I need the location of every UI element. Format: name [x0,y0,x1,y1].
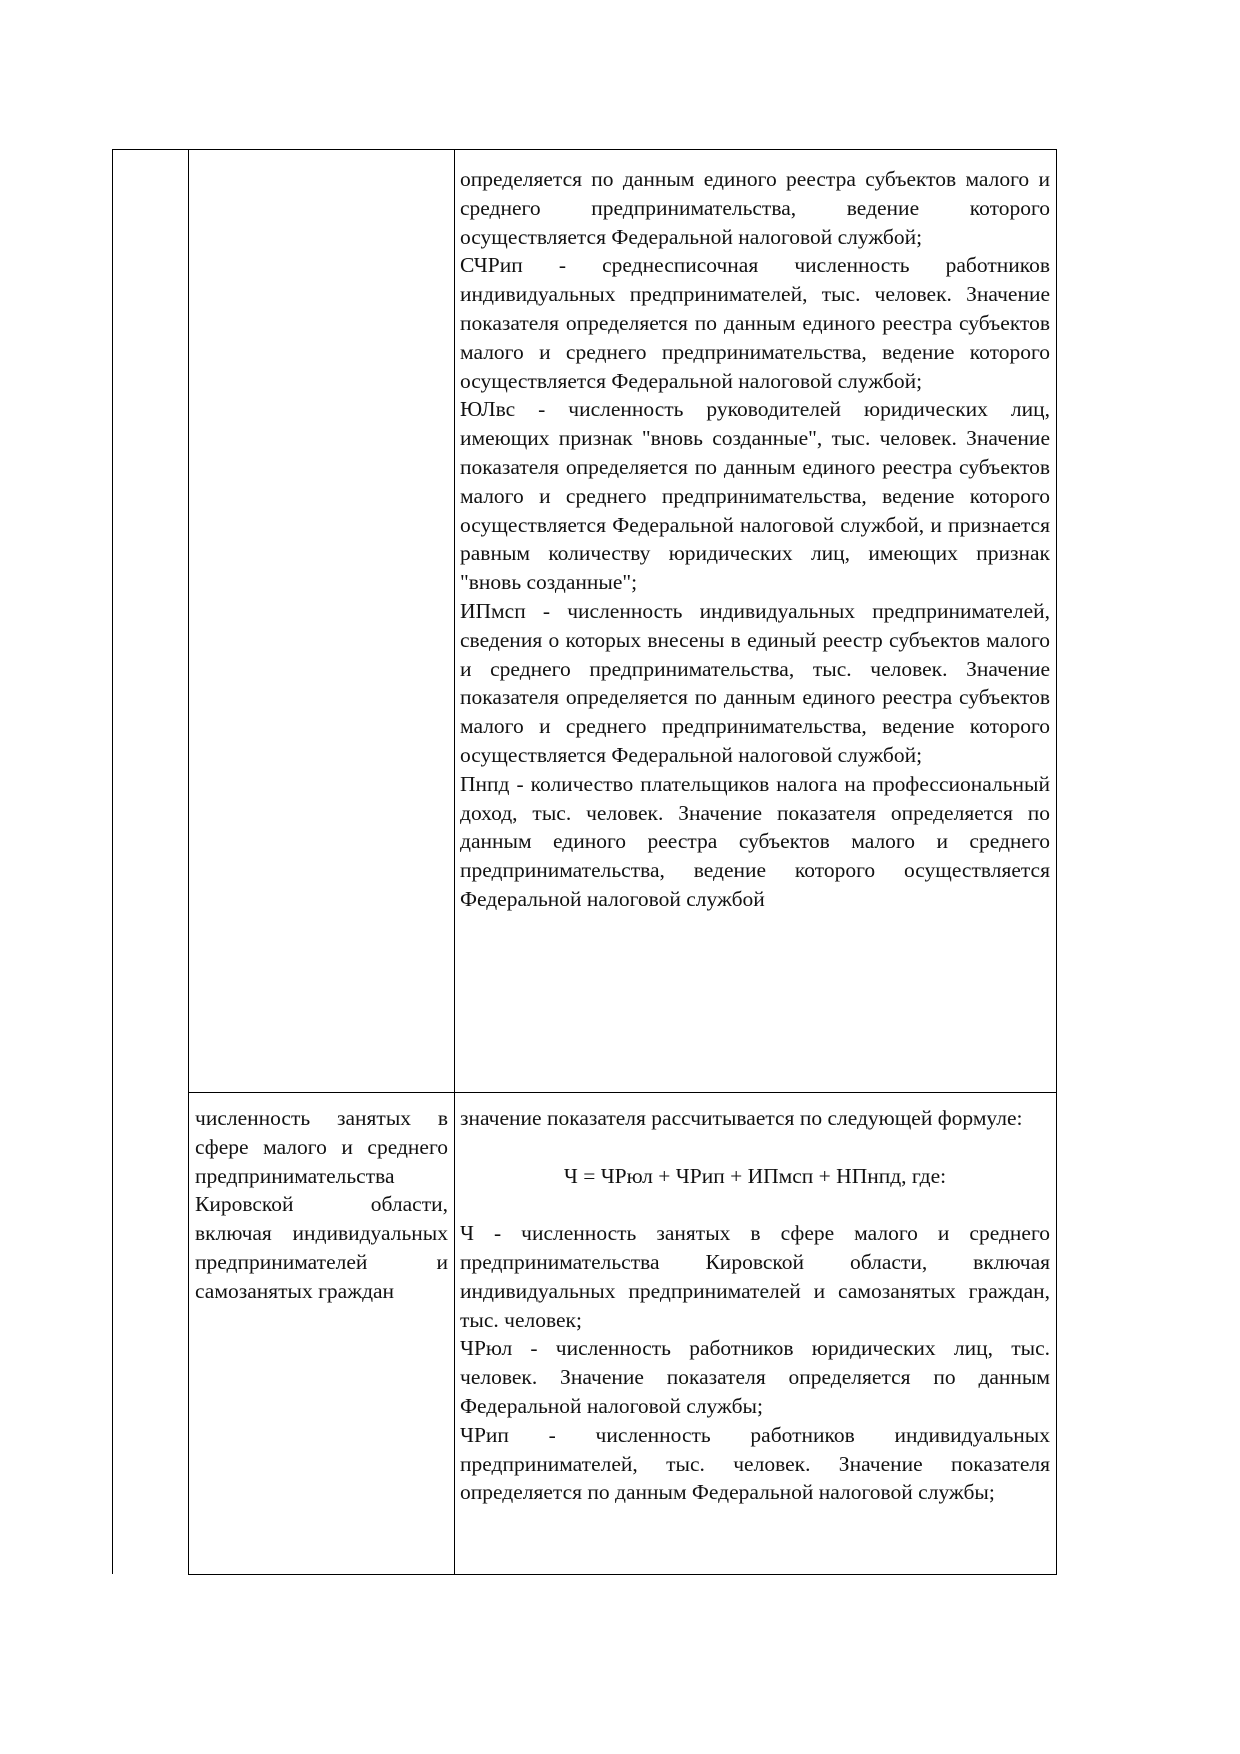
row-divider [188,1092,1056,1093]
table-right-border [1056,149,1057,1575]
row1-description-cell [460,165,1050,914]
row1-paragraph: Пнпд - количество плательщиков налога на профессиональный доход, тыс. человек. Значение показателя определяется по данным единого реестра субъектов малого и среднего предпринимательства, ведение которого осуществляется Федеральной налоговой службой [460,771,1050,911]
indicator-name: численность занятых в сфере малого и среднего предпринимательства Кировской области, включая индивидуальных предпринимателей и самозанятых граждан [195,1106,448,1303]
col1-divider [188,149,189,1575]
row2-indicator-cell [195,1104,448,1306]
definition: Ч - численность занятых в сфере малого и среднего предпринимательства Кировской области, включая индивидуальных предпринимателей и самозанятых граждан, тыс. человек; [460,1221,1050,1332]
table-top-border [112,149,1056,150]
col2-divider [454,149,455,1575]
definition: ЧРип - численность работников индивидуальных предпринимателей, тыс. человек. Значение показателя определяется по данным Федеральной налоговой службы; [460,1422,1050,1505]
row1-paragraph: определяется по данным единого реестра субъектов малого и среднего предпринимательства, ведение которого осуществляется Федеральной налоговой службой; [460,167,1050,249]
row2-bottom-border [188,1574,1056,1575]
row1-paragraph: ЮЛвс - численность руководителей юридических лиц, имеющих признак "вновь созданные", тыс. человек. Значение показателя определяется по данным единого реестра субъектов малого и среднего предпринимательства, ведение которого осуществляется Федеральной налоговой службой, и признается равным количеству юридических лиц, имеющих признак "вновь созданные"; [460,397,1050,595]
row1-paragraph: СЧРип - среднесписочная численность работников индивидуальных предпринимателей, тыс. человек. Значение показателя определяется по данным единого реестра субъектов малого и среднего предпринимательства, ведение которого осуществляется Федеральной налоговой службой; [460,253,1050,393]
formula-intro: значение показателя рассчитывается по следующей формуле: [460,1106,1023,1130]
formula: Ч = ЧРюл + ЧРип + ИПмсп + НПнпд, где: [563,1163,947,1188]
definition: ЧРюл - численность работников юридических лиц, тыс. человек. Значение показателя определяется по данным Федеральной налоговой службы; [460,1336,1050,1418]
row1-paragraph: ИПмсп - численность индивидуальных предпринимателей, сведения о которых внесены в единый реестр субъектов малого и среднего предпринимательства, тыс. человек. Значение показателя определяется по данным единого реестра субъектов малого и среднего предпринимательства, ведение которого осуществляется Федеральной налоговой службой; [460,598,1050,767]
table-left-border [112,149,113,1574]
row2-description-cell [460,1104,1050,1507]
